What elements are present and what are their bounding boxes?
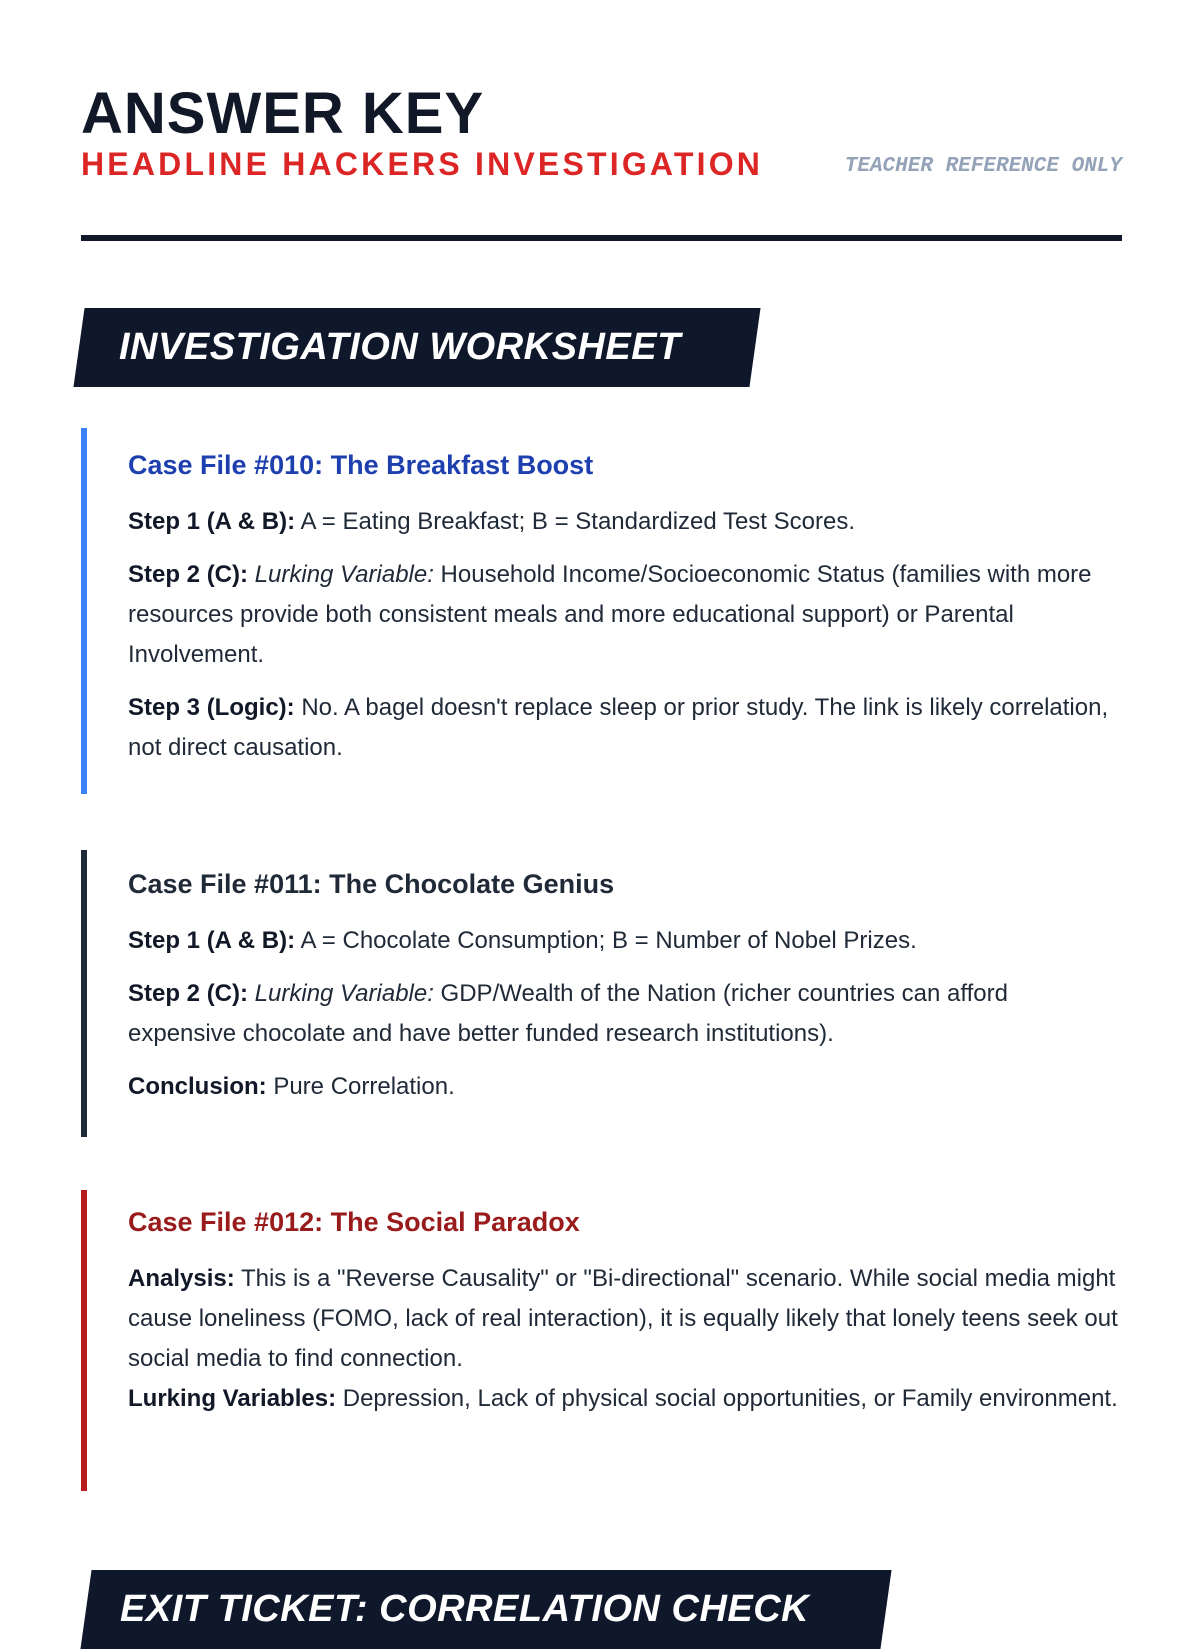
- step-label: Step 2 (C):: [128, 561, 248, 588]
- page-subtitle: HEADLINE HACKERS INVESTIGATION: [81, 146, 764, 182]
- step-3: [128, 688, 1122, 768]
- step-2: [128, 974, 1122, 1054]
- case-file-012: [81, 1190, 1122, 1491]
- step-label: Step 1 (A & B):: [128, 927, 296, 954]
- step-text: A = Chocolate Consumption; B = Number of Nobel Prizes.: [295, 927, 917, 954]
- case-title: Case File #010: The Breakfast Boost: [128, 450, 594, 480]
- page-header: [81, 81, 1122, 184]
- step-text: Household Income/Socioeconomic Status (families with more resources provide both consistent meals and more educational support) or Parental Involvement.: [128, 561, 1092, 668]
- analysis-text: This is a "Reverse Causality" or "Bi-directional" scenario. While social media might cause loneliness (FOMO, lack of real interaction), it is equally likely that lonely teens seek out social media to find connection.: [128, 1265, 1118, 1372]
- lurking-variable-label: Lurking Variable:: [254, 980, 434, 1007]
- case-file-011: [81, 850, 1122, 1137]
- step-text: No. A bagel doesn't replace sleep or prior study. The link is likely correlation, not direct causation.: [128, 694, 1109, 761]
- worksheet-section-title: INVESTIGATION WORKSHEET: [119, 326, 681, 368]
- step-2: [128, 555, 1122, 675]
- step-label: Step 2 (C):: [128, 980, 248, 1007]
- case-steps: [128, 502, 1122, 768]
- case-title: Case File #012: The Social Paradox: [128, 1207, 580, 1237]
- teacher-reference-note: TEACHER REFERENCE ONLY: [844, 155, 1122, 178]
- exit-ticket-section-title: EXIT TICKET: CORRELATION CHECK: [120, 1588, 810, 1630]
- subtitle-row: [81, 144, 1122, 184]
- step-label: Step 1 (A & B):: [128, 508, 296, 535]
- lurking-variables-label: Lurking Variables:: [128, 1385, 337, 1412]
- header-divider: [81, 235, 1122, 241]
- worksheet-section-banner: [73, 308, 760, 387]
- conclusion: [128, 1067, 1122, 1107]
- step-text: GDP/Wealth of the Nation (richer countries can afford expensive chocolate and have better funded research institutions).: [128, 980, 1008, 1047]
- step-text: A = Eating Breakfast; B = Standardized Test Scores.: [295, 508, 855, 535]
- case-steps: [128, 921, 1122, 1107]
- step-label: Step 3 (Logic):: [128, 694, 295, 721]
- page-title: ANSWER KEY: [81, 81, 485, 146]
- lurking-variable-label: Lurking Variable:: [254, 561, 434, 588]
- analysis-label: Analysis:: [128, 1265, 235, 1292]
- lurking-variables-text: Depression, Lack of physical social opportunities, or Family environment.: [336, 1385, 1118, 1412]
- case-analysis: [128, 1259, 1122, 1419]
- conclusion-text: Pure Correlation.: [266, 1073, 455, 1100]
- case-file-010: [81, 428, 1122, 794]
- step-1: [128, 502, 1122, 542]
- analysis-paragraph: [128, 1259, 1122, 1419]
- exit-ticket-section-banner: [80, 1570, 891, 1649]
- case-title: Case File #011: The Chocolate Genius: [128, 869, 615, 899]
- conclusion-label: Conclusion:: [128, 1073, 267, 1100]
- step-1: [128, 921, 1122, 961]
